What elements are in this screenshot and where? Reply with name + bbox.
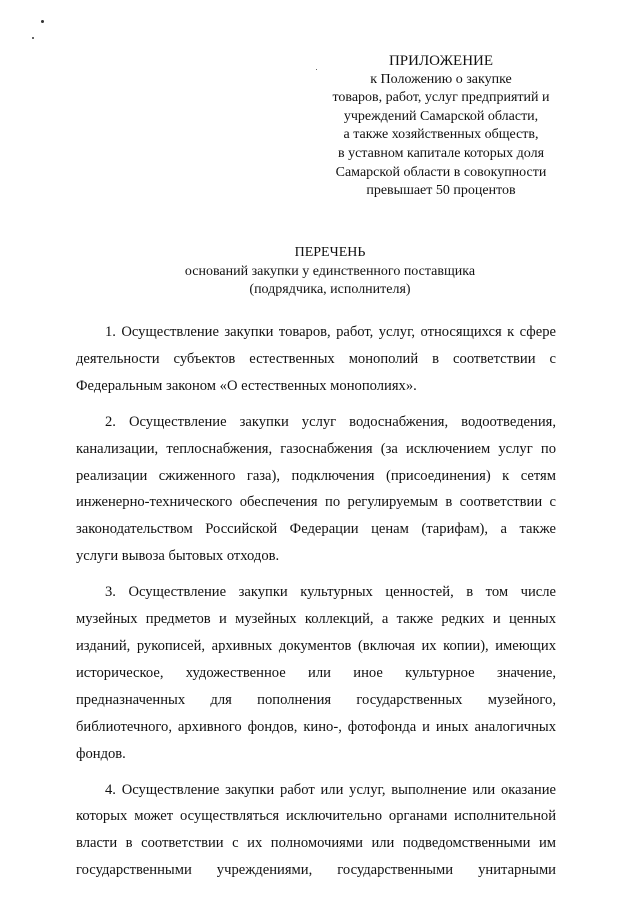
appendix-block <box>300 52 582 201</box>
paragraph-line: которых может осуществляться исключительно органами исполнительной <box>76 808 556 825</box>
appendix-line: учреждений Самарской области, <box>343 108 539 124</box>
paragraph-line: 2. Осуществление закупки услуг водоснабжения, водоотведения, <box>105 413 556 430</box>
document-body <box>76 319 556 893</box>
paragraph-4 <box>76 777 556 885</box>
paragraph-line: 1. Осуществление закупки товаров, работ, услуг, относящихся к сфере <box>105 324 556 340</box>
paragraph-line: реализации сжиженного газа), подключения (присоединения) к сетям <box>76 467 556 484</box>
paragraph-line: власти в соответствии с их полномочиями или подведомственными им <box>76 835 556 852</box>
appendix-heading: ПРИЛОЖЕНИЕ <box>388 53 494 69</box>
appendix-line: в уставном капитале которых доля <box>337 145 545 161</box>
paragraph-line: предназначенных для пополнения государственных музейного, <box>76 691 556 708</box>
appendix-line: к Положению о закупке <box>370 71 512 87</box>
paragraph-line: инженерно-технического обеспечения по регулируемым в соответствии с <box>76 494 556 511</box>
paragraph-1 <box>76 319 556 400</box>
paragraph-line: историческое, художественное или иное культурное значение, <box>76 664 556 681</box>
paragraph-line: деятельности субъектов естественных монополий в соответствии с <box>76 350 556 367</box>
document-title <box>140 244 520 300</box>
paragraph-line: фондов. <box>76 745 126 762</box>
paragraph-line: изданий, рукописей, архивных документов (включая их копии), имеющих <box>76 637 556 654</box>
paragraph-3 <box>76 579 556 767</box>
paragraph-line: 4. Осуществление закупки работ или услуг, выполнение или оказание <box>105 781 556 798</box>
appendix-line: а также хозяйственных обществ, <box>343 127 539 143</box>
title-line: оснований закупки у единственного поставщика <box>184 263 476 279</box>
appendix-line: превышает 50 процентов <box>366 183 516 199</box>
paragraph-line: законодательством Российской Федерации ценам (тарифам), а также <box>76 521 556 538</box>
paragraph-line: государственными учреждениями, государственными унитарными <box>76 862 556 879</box>
appendix-line: товаров, работ, услуг предприятий и <box>332 90 550 106</box>
paragraph-line: услуги вывоза бытовых отходов. <box>76 548 280 565</box>
paragraph-line: музейных предметов и музейных коллекций, а также редких и ценных <box>76 611 556 628</box>
paragraph-line: канализации, теплоснабжения, газоснабжения (за исключением услуг по <box>76 440 556 457</box>
appendix-line: Самарской области в совокупности <box>335 164 547 180</box>
paragraph-2 <box>76 409 556 570</box>
paragraph-line: 3. Осуществление закупки культурных ценностей, в том числе <box>105 584 556 601</box>
title-heading: ПЕРЕЧЕНЬ <box>294 245 366 260</box>
title-line: (подрядчика, исполнителя) <box>249 282 411 297</box>
paragraph-line: Федеральным законом «О естественных монополиях». <box>76 377 417 394</box>
scan-speck <box>32 37 34 39</box>
paragraph-line: библиотечного, архивного фондов, кино-, фотофонда и иных аналогичных <box>76 718 556 735</box>
scan-speck <box>41 20 44 23</box>
